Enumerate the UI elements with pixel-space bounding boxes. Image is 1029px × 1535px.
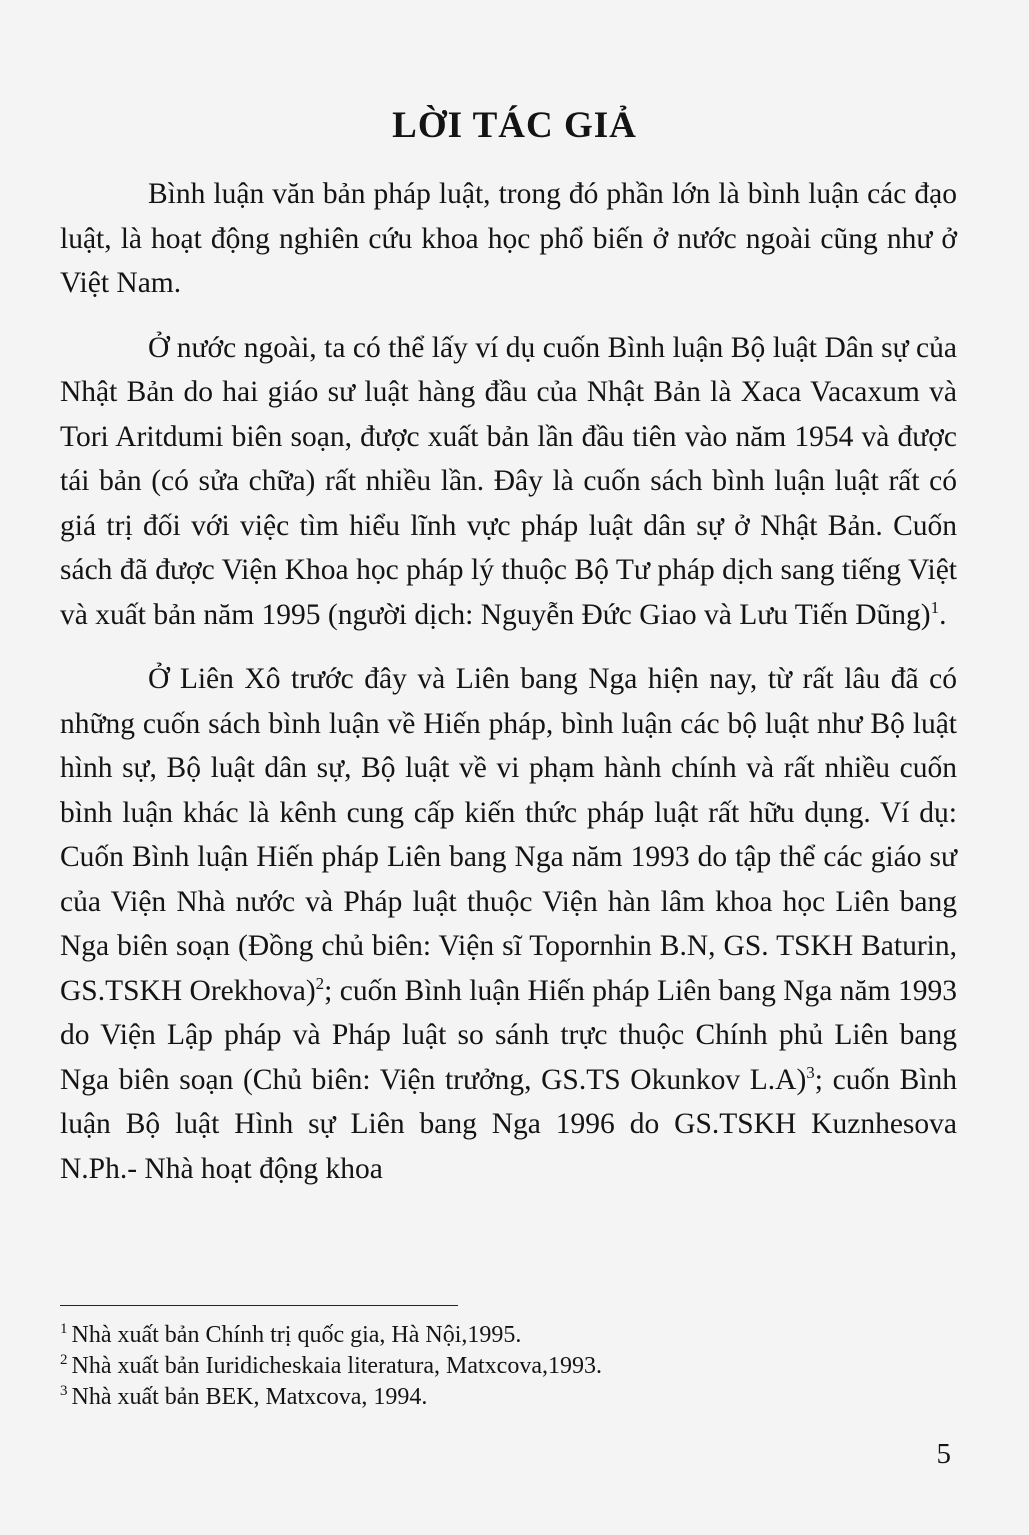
- paragraph-text: Ở Liên Xô trước đây và Liên bang Nga hiện nay, từ rất lâu đã có những cuốn sách bình luận về Hiến pháp, bình luận các bộ luật như Bộ luật hình sự, Bộ luật dân sự, Bộ luật về vi phạm hành chính và rất nhiều cuốn bình luận khác là kênh cung cấp kiến thức pháp luật rất hữu dụng. Ví dụ: Cuốn Bình luận Hiến pháp Liên bang Nga năm 1993 do tập thể các giáo sư của Viện Nhà nước và Pháp luật thuộc Viện hàn lâm khoa học Liên bang Nga biên soạn (Đồng chủ biên: Viện sĩ Topornhin B.N, GS. TSKH Baturin, GS.TSKH Orekhova): [60, 663, 957, 1007]
- footnotes: [60, 1320, 957, 1413]
- page-title: LỜI TÁC GIẢ: [392, 105, 637, 146]
- paragraph-text: Ở nước ngoài, ta có thể lấy ví dụ cuốn Bình luận Bộ luật Dân sự của Nhật Bản do hai giáo sư luật hàng đầu của Nhật Bản là Xaca Vacaxum và Tori Aritdumi biên soạn, được xuất bản lần đầu tiên vào năm 1954 và được tái bản (có sửa chữa) rất nhiều lần. Đây là cuốn sách bình luận luật rất có giá trị đối với việc tìm hiểu lĩnh vực pháp luật dân sự ở Nhật Bản. Cuốn sách đã được Viện Khoa học pháp lý thuộc Bộ Tư pháp dịch sang tiếng Việt và xuất bản năm 1995 (người dịch: Nguyễn Đức Giao và Lưu Tiến Dũng): [60, 331, 957, 631]
- footnote-mark: 1: [60, 1321, 68, 1337]
- footnote-reference: 3: [806, 1062, 815, 1082]
- page-number: 5: [936, 1438, 951, 1470]
- footnote-1: [60, 1320, 957, 1351]
- footnote-mark: 2: [60, 1352, 68, 1368]
- paragraph-3: [60, 657, 957, 1191]
- footnote-reference: 1: [930, 597, 940, 617]
- footnote-text: Nhà xuất bản Chính trị quốc gia, Hà Nội,1995.: [71, 1322, 522, 1348]
- footnote-3: [60, 1382, 957, 1413]
- footnote-divider: [60, 1305, 458, 1306]
- paragraph-text: ; cuốn Bình luận Hiến pháp Liên bang Nga năm 1993 do Viện Lập pháp và Pháp luật so sánh trực thuộc Chính phủ Liên bang Nga biên soạn (Chủ biên: Viện trưởng, GS.TS Okunkov L.A): [60, 974, 957, 1096]
- paragraph-text: ; cuốn Bình luận Bộ luật Hình sự Liên bang Nga 1996 do GS.TSKH Kuznhesova N.Ph.- Nhà hoạt động khoa: [60, 1063, 957, 1185]
- footnote-text: Nhà xuất bản BEK, Matxcova, 1994.: [71, 1384, 428, 1410]
- paragraph-1: [60, 172, 957, 306]
- paragraph-2: [60, 326, 957, 638]
- paragraph-text: Bình luận văn bản pháp luật, trong đó phần lớn là bình luận các đạo luật, là hoạt động nghiên cứu khoa học phổ biến ở nước ngoài cũng như ở Việt Nam.: [60, 178, 957, 299]
- body-text: [60, 172, 957, 1211]
- footnote-mark: 3: [60, 1383, 68, 1399]
- footnote-2: [60, 1351, 957, 1382]
- paragraph-text: .: [939, 598, 947, 631]
- footnote-text: Nhà xuất bản Iuridicheskaia literatura, Matxcova,1993.: [71, 1353, 602, 1379]
- footnote-reference: 2: [315, 973, 325, 993]
